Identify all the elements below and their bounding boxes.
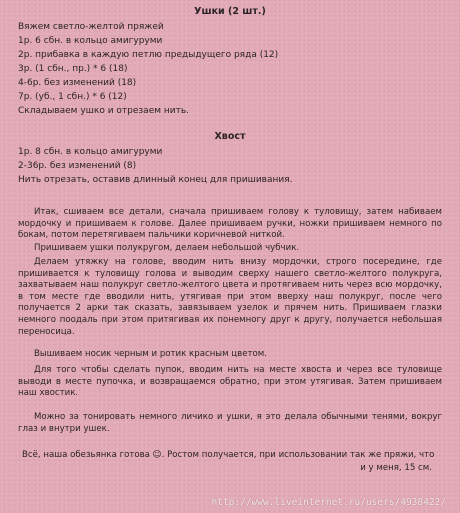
tail-line: 1р. 8 сбн. в кольцо амигуруми xyxy=(18,147,163,157)
ears-line: Складываем ушко и отрезаем нить. xyxy=(18,106,190,116)
ears-line: 1р. 6 сбн. в кольцо амигуруми xyxy=(18,36,163,46)
assembly-paragraph: Можно за тонировать немного личико и ушки, я это делала обычными тенями, вокруг глаз и внутри ушек. xyxy=(18,412,442,434)
closing-line: Всё, наша обезьянка готова ☺. Ростом получается, при использовании так же пряжи, что xyxy=(22,450,435,460)
assembly-paragraph: Делаем утяжку на голове, вводим нить внизу мордочки, строго посередине, где пришивается к туловищу голова и выводим сверху нашего светло-желтого полукруга, захватываем наш полукруг светло-желтого цвета и протягиваем нить через всю мордочку, в том месте где вводили нить, утягивая при этом вверху наш полукруг, после чего получается 2 арки так сказать, завязываем узелок и прячем нить. Пришиваем глазки немного поодаль при этом притягивая их понемногу друг к другу, получается небольшая переносица. xyxy=(18,257,442,337)
tail-line: Нить отрезать, оставив длинный конец для пришивания. xyxy=(18,175,293,185)
ears-line: Вяжем светло-желтой пряжей xyxy=(18,22,164,32)
ears-line: 4-6р. без изменений (18) xyxy=(18,78,137,88)
tail-title: Хвост xyxy=(214,131,246,142)
ears-line: 7р. (уб., 1 сбн.) * 6 (12) xyxy=(18,92,127,102)
closing-line: и у меня, 15 см. xyxy=(360,463,432,473)
assembly-paragraph: Вышиваем носик черным и ротик красным цветом. xyxy=(34,349,267,359)
assembly-paragraph: Итак, сшиваем все детали, сначала пришиваем голову к туловищу, затем набиваем мордочку и пришиваем к голове. Далее пришиваем ручки, ножки пришиваем немного по бокам, потом перетягиваем пальчики коричневой ниткой. xyxy=(18,207,442,241)
ears-line: 3р. (1 сбн., пр.) * 6 (18) xyxy=(18,64,128,74)
ears-line: 2р. прибавка в каждую петлю предыдущего ряда (12) xyxy=(18,50,279,60)
assembly-paragraph: Пришиваем ушки полукругом, делаем небольшой чубчик. xyxy=(34,243,300,253)
watermark-url: http://www.liveinternet.ru/users/4938422/ xyxy=(211,497,446,508)
ears-title: Ушки (2 шт.) xyxy=(194,6,266,17)
assembly-paragraph: Для того чтобы сделать пупок, вводим нить на месте хвоста и через все туловище выводи в месте пупочка, и возвращаемся обратно, при этом утягивая. Затем пришиваем наш хвостик. xyxy=(18,365,442,399)
tail-line: 2-36р. без изменений (8) xyxy=(18,161,137,171)
